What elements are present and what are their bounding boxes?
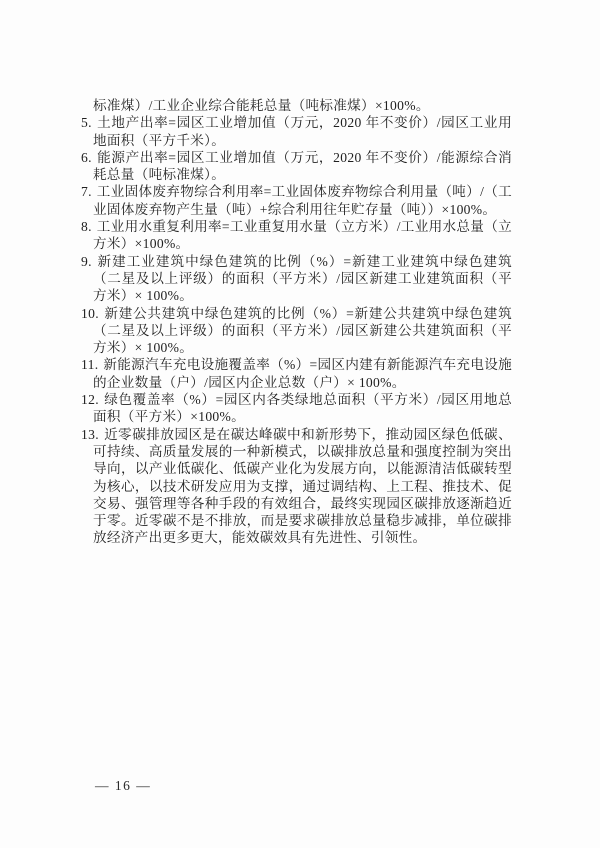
note-item-5	[81, 114, 512, 149]
note-item-6	[81, 149, 512, 184]
notes-section	[81, 97, 513, 547]
note-number: 8.	[81, 219, 92, 235]
note-text: 新建工业建筑中绿色建筑的比例（%）=新建工业建筑中绿色建筑（二星及以上评级）的面积（平方米）/园区新建工业建筑面积（平方米）× 100%。	[93, 253, 512, 304]
note-text: 工业固体废弃物综合利用率=工业固体废弃物综合利用量（吨）/（工业固体废弃物产生量（吨）+综合利用往年贮存量（吨））×100%。	[93, 184, 512, 217]
note-text: 新建公共建筑中绿色建筑的比例（%）=新建公共建筑中绿色建筑（二星及以上评级）的面积（平方米）/园区新建公共建筑面积（平方米）× 100%。	[93, 305, 512, 356]
note-item-7	[81, 183, 512, 218]
note-text: 近零碳排放园区是在碳达峰碳中和新形势下，推动园区绿色低碳、可持续、高质量发展的一种新模式，以碳排放总量和强度控制为突出导向，以产业低碳化、低碳产业化为发展方向，以能源清洁低碳转型为核心，以技术研发应用为支撑，通过调结构、上工程、推技术、促交易、强管理等各种手段的有效组合，最终实现园区碳排放逐渐趋近于零。近零碳不是不排放，而是要求碳排放总量稳步减排，单位碳排放经济产出更多更大，能效碳效具有先进性、引领性。	[93, 426, 512, 546]
note-item-8	[81, 218, 512, 253]
page-number: — 16 —	[95, 778, 152, 793]
note-number: 12.	[81, 392, 99, 408]
continuation-text: 标准煤）/工业企业综合能耗总量（吨标准煤）×100%。	[93, 98, 430, 113]
note-text: 绿色覆盖率（%）=园区内各类绿地总面积（平方米）/园区用地总面积（平方米）×100%。	[93, 392, 512, 425]
note-text: 新能源汽车充电设施覆盖率（%）=园区内建有新能源汽车充电设施的企业数量（户）/园区内企业总数（户）× 100%。	[93, 357, 513, 390]
note-number: 9.	[81, 253, 92, 269]
note-item-9	[81, 253, 512, 305]
note-number: 6.	[81, 149, 92, 165]
note-item-12	[81, 391, 512, 426]
note-number: 7.	[81, 184, 92, 200]
note-text: 能源产出率=园区工业增加值（万元，2020 年不变价）/能源综合消耗总量（吨标准煤）。	[93, 149, 512, 183]
note-number: 10.	[81, 305, 99, 321]
note-item-10	[81, 305, 512, 357]
note-number: 11.	[81, 357, 99, 373]
note-number: 13.	[81, 426, 99, 442]
note-number: 5.	[81, 115, 92, 131]
note-text: 工业用水重复利用率=工业重复用水量（立方米）/工业用水总量（立方米）×100%。	[93, 219, 512, 252]
note-item-11	[81, 356, 513, 391]
note-text: 土地产出率=园区工业增加值（万元，2020 年不变价）/园区工业用地面积（平方千米）。	[93, 115, 512, 148]
note-item-13	[81, 426, 512, 547]
